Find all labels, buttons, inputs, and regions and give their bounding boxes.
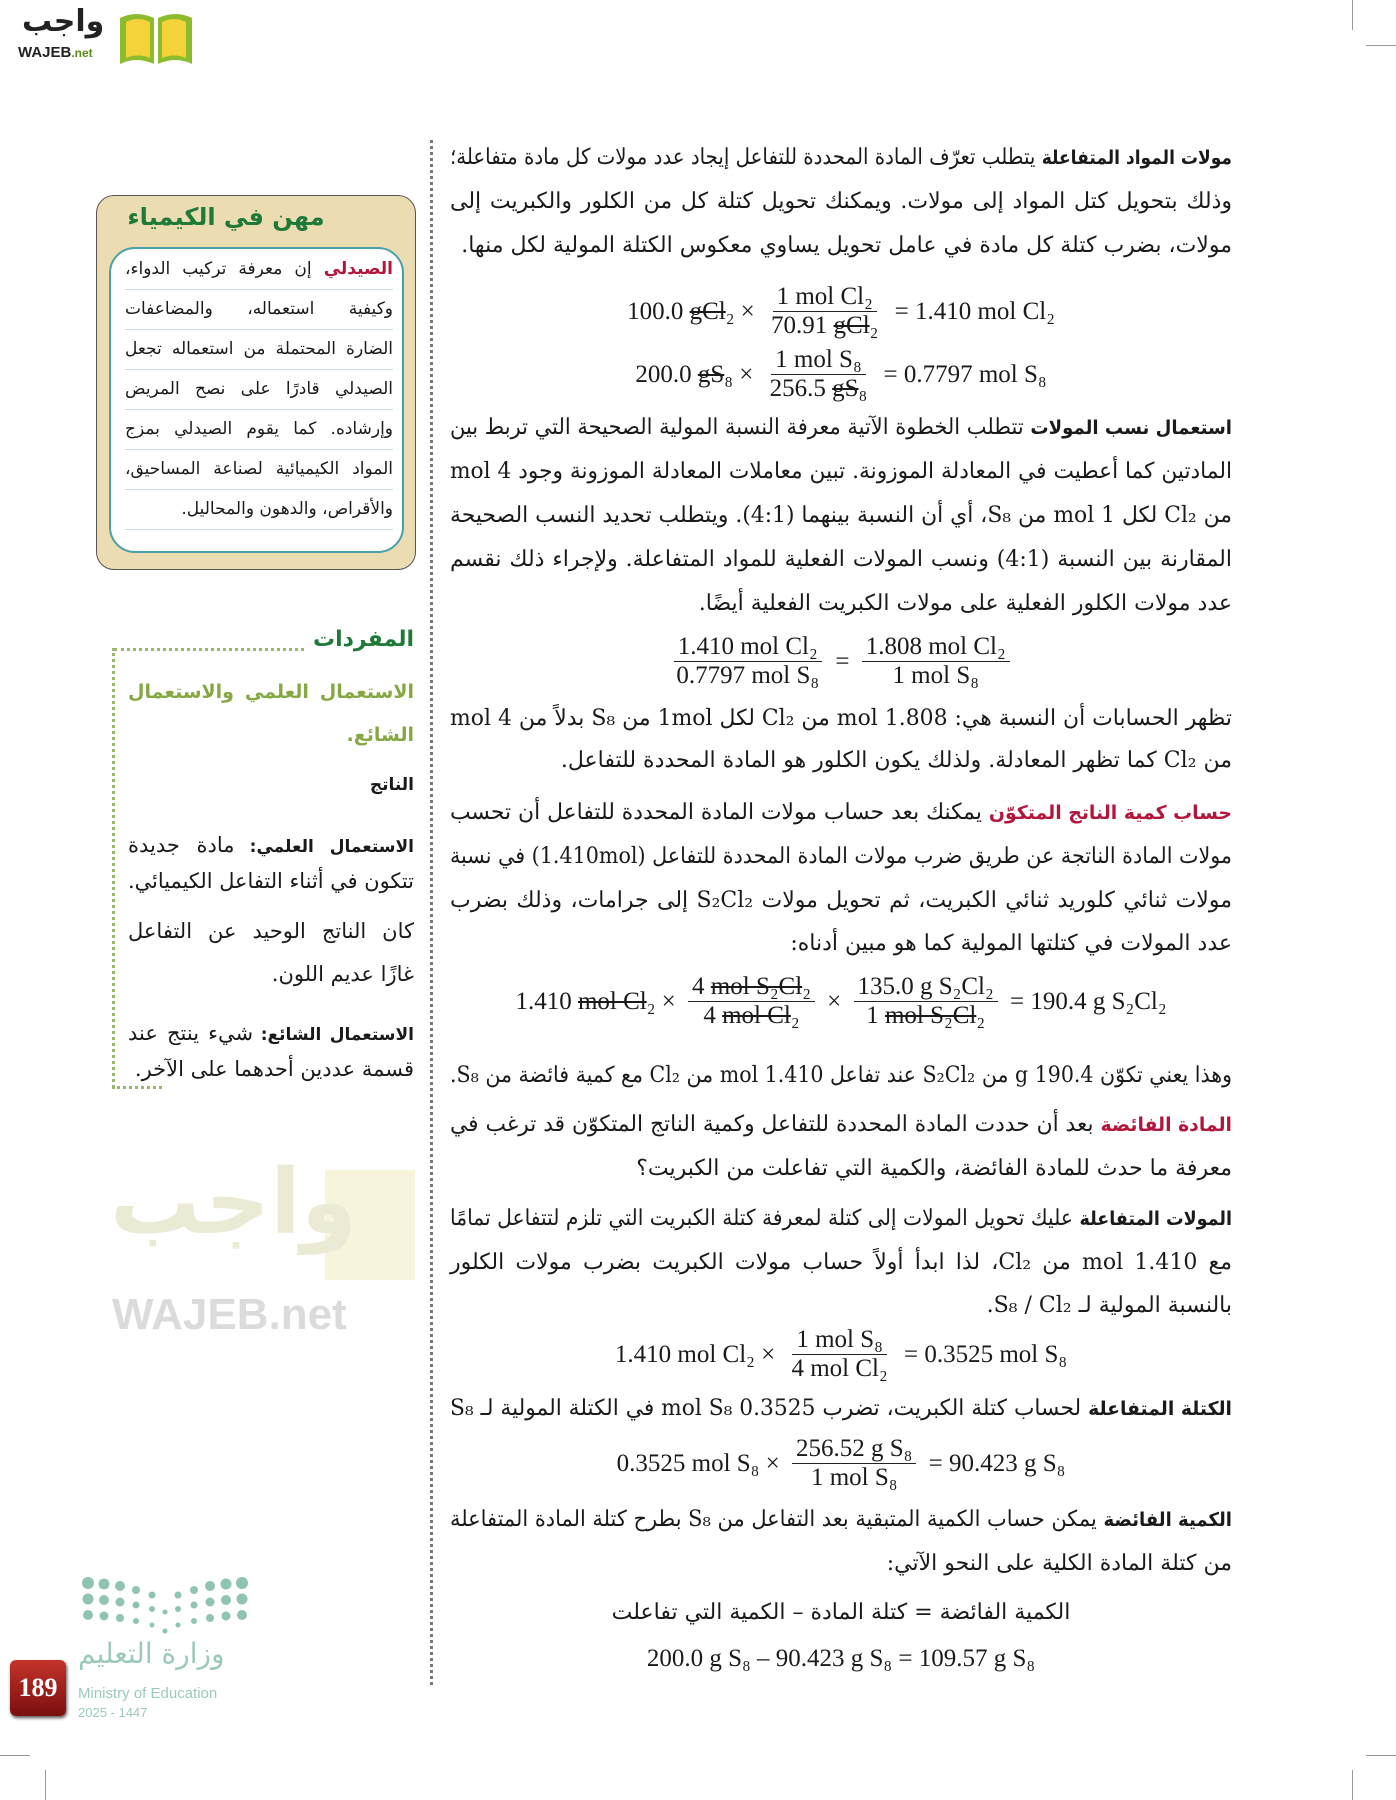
ministry-dots-icon [80,1575,250,1635]
career-line: والأقراص، والدهون والمحاليل. [125,489,393,530]
fraction-denominator [862,1002,989,1030]
paragraph-line [449,406,1232,450]
ministry-arabic: وزارة التعليم [78,1637,225,1670]
logo-tld: .net [71,46,93,60]
career-box [96,195,416,570]
equation-4 [450,973,1232,1030]
career-line: المواد الكيميائية لصناعة المساحيق، [125,449,393,490]
section-lead: المادة الفائضة [1100,1114,1232,1136]
watermark [110,1150,420,1370]
equation-term: 4 [692,973,711,1000]
equation-term: 200.0 [635,360,698,388]
section-lead: مولات المواد المتفاعلة [1041,147,1232,169]
section-lead: حساب كمية الناتج المتكوّن [988,802,1232,824]
equation-term: ₂ [790,1002,800,1029]
equation-term: 100.0 [627,297,690,325]
career-lead: الصيدلي [323,259,393,279]
fraction [854,973,998,1030]
page-number: 189 [10,1660,66,1716]
paragraph-line: من كتلة المادة الكلية على النحو الآتي: [886,1551,1232,1576]
equation-term: 200.0 g S₈ – 90.423 g S₈ = 109.57 g S₈ [646,1645,1036,1672]
equation-term: 70.91 [771,312,834,339]
equation-term: ₂ × [646,987,683,1015]
paragraph-line: تظهر الحسابات أن النسبة هي: 1.808 mol من Cl₂ لكل 1mol من S₈ بدلاً من 4 mol [449,706,1232,731]
fraction [767,283,882,340]
equation-term: ₈ [858,375,868,402]
text: بعد أن حددت المادة المحددة للتفاعل وكمية الناتج المتكوّن قد ترغب في [450,1112,1094,1137]
fraction-numerator [773,283,877,312]
paragraph-line: معرفة ما حدث للمادة الفائضة، والكمية التي تفاعلت من الكبريت؟ [636,1156,1232,1181]
cancelled-unit: mol S₂Cl [884,1002,977,1029]
equation-term: = 0.7797 mol S₈ [877,360,1047,388]
vocab-dotted-rule [114,648,304,651]
watermark-arabic: واجب [110,1150,357,1255]
career-line [125,249,393,290]
cancelled-unit: mol Cl [722,1002,791,1029]
equation-term: 1 mol S₈ [796,1326,883,1353]
career-line: الضارة المحتملة من استعماله تجعل [125,329,393,370]
vocab-common-label: الاستعمال الشائع: [260,1025,414,1045]
logo-english-text: WAJEB [18,44,72,61]
vocab-text: شيء ينتج عند [128,1021,254,1045]
text: يتطلب تعرّف المادة المحددة للتفاعل إيجاد عدد مولات كل مادة متفاعلة؛ [449,145,1036,170]
vocab-scientific-label: الاستعمال العلمي: [249,837,414,857]
equation-6 [450,1435,1232,1492]
cancelled-unit: gCl [689,297,726,325]
equation-term: 4 [703,1002,723,1029]
fraction-numerator [771,346,866,375]
career-text: إن معرفة تركيب الدواء، [125,259,312,279]
logo-arabic: واجب [22,4,105,39]
equation-term: 1 [866,1002,885,1029]
paragraph-line: من Cl₂ لكل 1 mol من S₈، أي أن النسبة بينهما (4:1). ويتطلب تحديد النسب الصحيحة [449,503,1232,528]
paragraph-line: مع 1.410 mol من Cl₂، لذا ابدأ أولاً حساب مولات الكبريت بضرب مولات الكلور [450,1250,1232,1275]
fraction-denominator [767,312,882,340]
paragraph-line: مولات المادة الناتجة عن طريق ضرب مولات المادة المحددة للتفاعل (1.410mol) في نسبة [449,844,1232,869]
cancelled-unit: gS [697,360,725,388]
paragraph-line [449,136,1232,180]
fraction-denominator [766,375,872,403]
equation-1 [450,283,1232,340]
section-lead: الكمية الفائضة [1103,1509,1232,1531]
paragraph-line: المادتين كما أعطيت في المعادلة الموزونة. تبين معاملات المعادلة الموزونة وجود 4 mol [449,459,1232,484]
career-title: مهن في الكيمياء [127,203,325,231]
equation-term: × [820,987,848,1015]
fraction [766,346,872,403]
vocab-subheading: الشائع. [346,724,414,746]
fraction [787,1326,891,1383]
fraction-numerator [674,633,822,662]
equation-term: 256.52 g S₈ [796,1435,913,1462]
ministry-logo [70,1575,260,1725]
book-icon [116,8,196,66]
paragraph-line [449,791,1232,835]
ministry-english: Ministry of Education [78,1685,218,1702]
fraction-numerator [792,1435,916,1464]
crop-mark [1352,1770,1353,1800]
paragraph-line: بالنسبة المولية لـ S₈ / Cl₂. [986,1293,1232,1318]
fraction-numerator [854,973,998,1002]
equation-3 [450,633,1232,690]
equation-term: = [829,647,856,675]
equation-term: = 0.3525 mol S₈ [897,1340,1068,1368]
section-lead: الكتلة المتفاعلة [1088,1398,1232,1420]
paragraph-line: من Cl₂ كما تظهر المعادلة. ولذلك يكون الكلور هو المادة المحددة للتفاعل. [560,748,1232,773]
fraction-numerator [792,1326,887,1355]
career-line: الصيدلي قادرًا على نصح المريض [125,369,393,410]
equation-term: = 90.423 g S₈ [922,1449,1066,1477]
crop-mark [1366,1755,1396,1756]
vocab-term: الناتج [369,775,414,795]
column-separator [430,140,433,1685]
fraction-denominator [787,1355,891,1383]
fraction [688,973,815,1030]
equation-term: 1.808 mol Cl₂ [865,633,1006,660]
vocab-example: غازًا عديم اللون. [271,962,414,986]
equation-7 [450,1645,1232,1673]
paragraph-line [449,1498,1232,1542]
fraction-denominator [888,662,983,690]
vocab-dotted-rule [112,1086,162,1089]
equation-2 [450,346,1232,403]
section-lead: استعمال نسب المولات [1030,417,1232,439]
text: يمكن حساب الكمية المتبقية بعد التفاعل من S₈ بطرح كتلة المادة المتفاعلة [449,1507,1097,1532]
section-lead: المولات المتفاعلة [1079,1208,1232,1230]
fraction-numerator [688,973,815,1002]
equation-term: 1 mol S₈ [810,1464,898,1491]
vocab-text: قسمة عددين أحدهما على الآخر. [134,1057,414,1081]
vocab-dotted-border [112,648,115,1088]
text: عليك تحويل المولات إلى كتلة لمعرفة كتلة الكبريت التي تلزم لتتفاعل تمامًا [450,1206,1073,1231]
equation-term: 1 mol S₈ [892,662,979,689]
paragraph-line [449,1387,1232,1431]
career-line: وكيفية استعماله، والمضاعفات [125,289,393,330]
text: تتطلب الخطوة الآتية معرفة النسبة المولية الصحيحة التي تربط بين [449,415,1024,440]
equation-term: 4 mol Cl₂ [791,1355,888,1382]
equation-term: = 190.4 g S₂Cl₂ [1003,987,1167,1015]
fraction-denominator [672,662,823,690]
vocab-text: تتكون في أثناء التفاعل الكيميائي. [128,869,414,893]
career-paper [109,247,404,553]
equation-term: 1.410 [515,987,578,1015]
fraction-denominator [699,1002,803,1030]
logo-english [18,44,93,61]
equation-term: ₂ [976,1002,986,1029]
fraction [792,1435,916,1492]
paragraph-line: عدد مولات الكلور الفعلية على مولات الكبريت الفعلية أيضًا. [698,591,1232,616]
wajeb-logo[interactable] [8,4,193,66]
fraction [862,633,1010,690]
cancelled-unit: gS [832,375,859,402]
cancelled-unit: gCl [833,312,870,339]
vocab-subheading: الاستعمال العلمي والاستعمال [128,681,414,703]
equation-term: 1.410 mol Cl₂ × [614,1340,782,1368]
paragraph-line: وهذا يعني تكوّن 190.4 g من S₂Cl₂ عند تفاعل 1.410 mol من Cl₂ مع كمية فائضة من S₈. [449,1063,1232,1088]
equation-term: ₂ [802,973,811,1000]
fraction [672,633,823,690]
paragraph-line: مولات ثنائي كلوريد ثنائي الكبريت، ثم تحويل مولات S₂Cl₂ إلى جرامات، وذلك بضرب [450,888,1232,913]
equation-term: 0.3525 mol S₈ × [616,1449,787,1477]
crop-mark [1366,45,1396,46]
equation-term: 256.5 [769,375,833,402]
fraction-numerator [862,633,1010,662]
text: لحساب كتلة الكبريت، تضرب 0.3525 mol S₈ في الكتلة المولية لـ S₈ [449,1396,1082,1421]
cancelled-unit: mol S₂Cl [710,973,803,1000]
paragraph-line: وذلك بتحويل كتل المواد إلى مولات. ويمكنك تحويل كتلة كل من الكلور والكبريت إلى [450,189,1232,214]
paragraph-line: المقارنة بين النسبة (4:1) ونسب المولات الفعلية للمواد المتفاعلة. ولإجراء ذلك نقسم [450,547,1232,572]
equation-term: 135.0 g S₂Cl₂ [857,973,994,1000]
word-equation: الكمية الفائضة = كتلة المادة – الكمية التي تفاعلت [611,1600,1071,1625]
career-line: وإرشاده. كما يقوم الصيدلي بمزج [125,409,393,450]
vocab-common [128,1013,414,1057]
ministry-year: 2025 - 1447 [78,1705,148,1720]
equation-term: ₈ × [724,360,760,388]
cancelled-unit: mol Cl [577,987,647,1015]
crop-mark [1352,0,1353,30]
paragraph-line: مولات، بضرب كتلة كل مادة في عامل تحويل يساوي معكوس الكتلة المولية لكل منها. [461,233,1232,258]
fraction-denominator [807,1464,902,1492]
equation-5 [450,1326,1232,1383]
crop-mark [45,1770,46,1800]
equation-term: = 1.410 mol Cl₂ [888,297,1055,325]
crop-mark [0,1755,30,1756]
vocab-heading: المفردات [312,627,414,652]
equation-term: 1 mol S₈ [775,346,862,373]
vocab-text: مادة جديدة [128,833,235,857]
watermark-english: WAJEB.net [112,1290,347,1339]
equation-term: ₂ [869,312,879,339]
vocab-scientific [128,825,414,869]
text: يمكنك بعد حساب مولات المادة المحددة للتفاعل أن تحسب [449,800,982,825]
equation-term: ₂ × [725,297,762,325]
paragraph-line [450,1197,1232,1241]
watermark-book-icon [325,1170,415,1280]
equation-term: 1 mol Cl₂ [776,283,873,310]
paragraph-line: عدد المولات في كتلتها المولية كما هو مبين أدناه: [790,931,1232,956]
paragraph-line [450,1103,1232,1147]
vocab-example: كان الناتج الوحيد عن التفاعل [128,919,414,943]
equation-term: 1.410 mol Cl₂ [677,633,818,660]
equation-term: 0.7797 mol S₈ [676,662,820,689]
